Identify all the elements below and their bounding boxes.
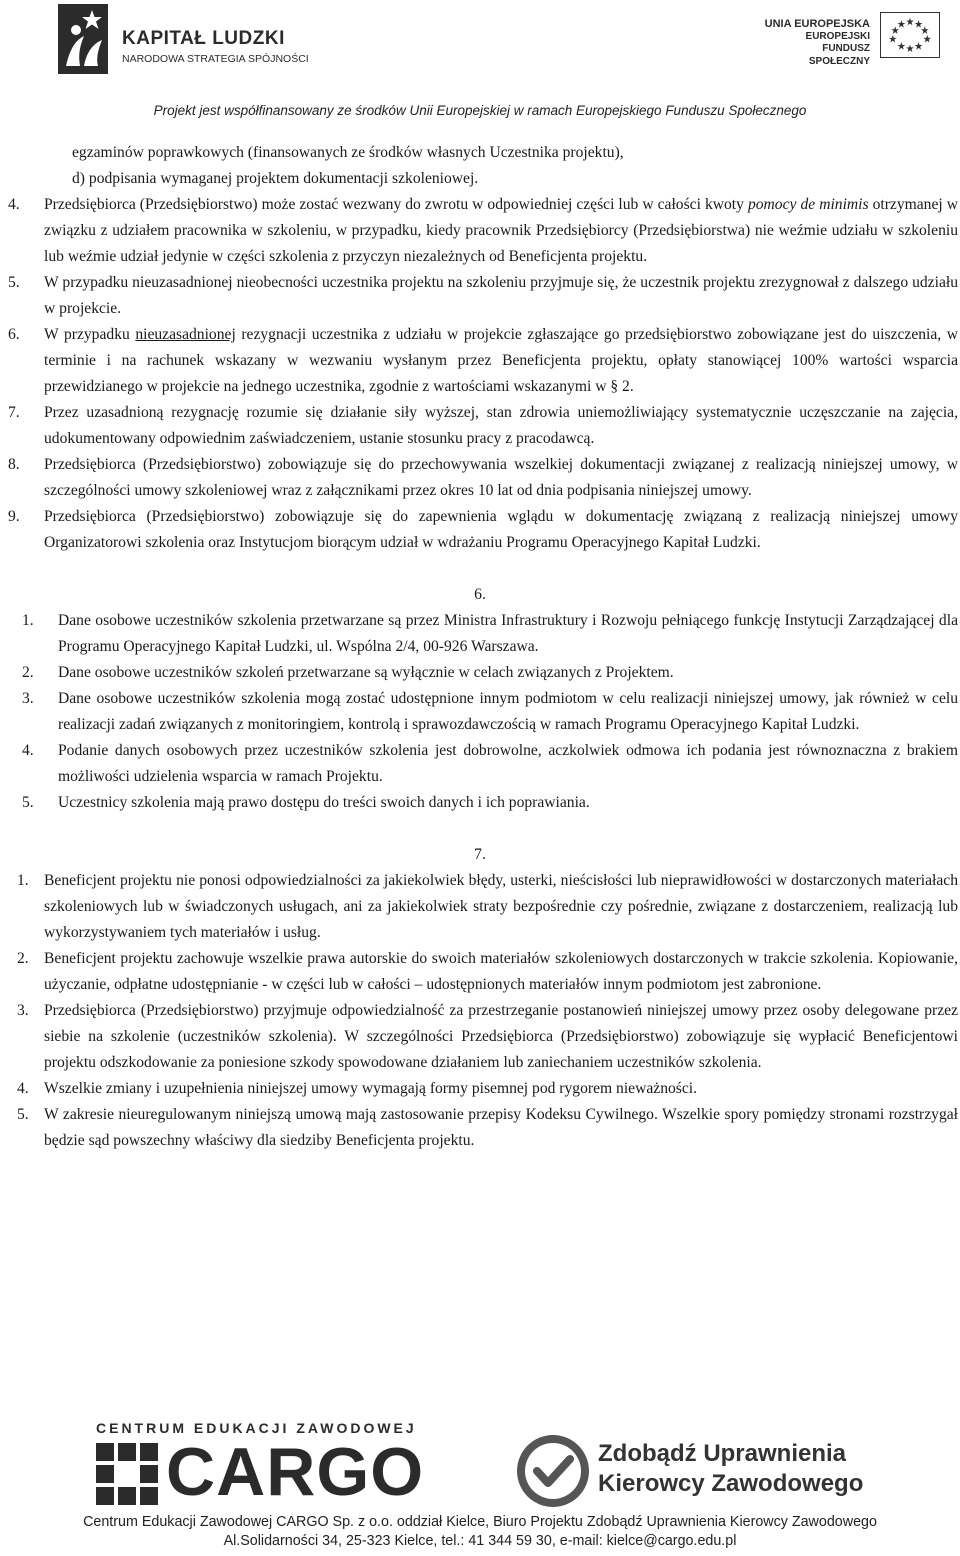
eu-logo-text — [760, 18, 870, 68]
clause-5 — [8, 270, 958, 322]
kapital-ludzki-subtitle: NARODOWA STRATEGIA SPÓJNOŚCI — [122, 53, 309, 65]
item-text — [44, 192, 958, 270]
list-item — [22, 686, 958, 738]
list-item — [22, 790, 958, 816]
item-text: egzaminów poprawkowych (finansowanych ze środków własnych Uczestnika projektu), — [72, 144, 624, 161]
item-number: 8. — [8, 456, 20, 473]
item-number: 4. — [22, 742, 34, 759]
item-text: Dane osobowe uczestników szkolenia mogą zostać udostępnione innym podmiotom w celu realizacji niniejszej umowy, jak również w celu realizacji zadań związanych z monitoringiem, kontrolą i sprawozdawczością w ramach Programu Operacyjnego Kapitał Ludzki. — [58, 690, 958, 733]
underlined-term: nieuzasadnionej — [135, 326, 236, 343]
footer-address-line-2: Al.Solidarności 34, 25-323 Kielce, tel.: 41 344 59 30, e-mail: kielce@cargo.edu.pl — [223, 1533, 737, 1549]
cofunding-statement: Projekt jest współfinansowany ze środków Unii Europejskiej w ramach Europejskiego Funduszu Społecznego — [153, 103, 807, 118]
page-footer — [0, 1405, 960, 1556]
item-text: W przypadku nieuzasadnionej nieobecności uczestnika projektu na szkoleniu przyjmuje się, że uczestnik projektu zrezygnował z dalszego udziału w projekcie. — [44, 274, 958, 317]
item-number: d) — [72, 170, 85, 187]
section-heading-6: 6. — [474, 586, 486, 603]
list-item — [72, 166, 900, 192]
item-text: Dane osobowe uczestników szkolenia przetwarzane są przez Ministra Infrastruktury i Rozwoju pełniącego funkcję Instytucji Zarządzającej dla Programu Operacyjnego Kapitał Ludzki, ul. Wspólna 2/4, 00-926 Warszawa. — [58, 612, 958, 655]
item-text: Przez uzasadnioną rezygnację rozumie się działanie siły wyższej, stan zdrowia uniemożliwiający systematycznie uczęszczanie na zajęcia, udokumentowany odpowiednim zaświadczeniem, ustanie stosunku pracy z pracodawcą. — [44, 404, 958, 447]
clause-4 — [8, 192, 959, 270]
text-segment: Przedsiębiorca (Przedsiębiorstwo) może zostać wezwany do zwrotu w odpowiedniej części lub w całości kwoty — [44, 196, 748, 213]
item-number: 5. — [22, 794, 34, 811]
clause-7 — [8, 400, 958, 452]
list-item — [17, 1076, 958, 1102]
list-item — [17, 868, 958, 946]
cargo-wordmark: CARGO — [166, 1434, 425, 1510]
eu-logo — [760, 12, 950, 80]
item-text: podpisania wymaganej projektem dokumentacji szkoleniowej. — [88, 170, 479, 187]
clause-8 — [8, 452, 958, 504]
item-text: Podanie danych osobowych przez uczestników szkolenia jest dobrowolne, aczkolwiek odmowa ich podania jest równoznaczna z brakiem możliwości udzielenia wsparcia w ramach Projektu. — [58, 742, 958, 785]
project-badge-icon — [515, 1433, 591, 1509]
clause-9 — [8, 504, 958, 556]
cargo-grid-logo-icon — [96, 1443, 158, 1505]
item-number: 2. — [17, 950, 29, 967]
cargo-brand-title: CENTRUM EDUKACJI ZAWODOWEJ — [96, 1420, 417, 1436]
eu-line-3: FUNDUSZ SPOŁECZNY — [808, 43, 870, 67]
item-text: Uczestnicy szkolenia mają prawo dostępu do treści swoich danych i ich poprawiania. — [58, 794, 590, 811]
text-segment: rezygnacji uczestnika z udziału w projekcie zgłaszające go przedsiębiorstwo zobowiązane jest do uiszczenia, w terminie i na rachunek wskazany w wezwaniu wysłanym przez Beneficjenta projektu, opłaty stanowiącej 100% wartości wsparcia przewidzianego w projekcie na jednego uczestnika, zgodnie z wartościami wskazanymi w § 2. — [44, 326, 958, 395]
item-number: 9. — [8, 508, 20, 525]
list-item — [22, 660, 958, 686]
item-text — [44, 322, 958, 400]
item-number: 5. — [8, 274, 20, 291]
italic-term: pomocy de minimis — [747, 196, 869, 213]
item-number: 3. — [17, 1002, 29, 1019]
project-slogan — [598, 1439, 863, 1499]
text-segment: otrzymanej w związku z udziałem pracownika w szkoleniu, w przypadku, kiedy pracownik Przedsiębiorcy (Przedsiębiorstwa) nie weźmie udziału w szkoleniu lub weźmie udział jedynie w części szkolenia z przyczyn niezależnych od Beneficjenta projektu. — [44, 196, 959, 265]
list-item — [72, 140, 900, 166]
item-text: Przedsiębiorca (Przedsiębiorstwo) zobowiązuje się do zapewnienia wglądu w dokumentację związaną z realizacją niniejszej umowy Organizatorowi szkolenia oraz Instytucjom biorącym udział w wdrażaniu Programu Operacyjnego Kapitał Ludzki. — [44, 508, 958, 551]
kapital-ludzki-title: KAPITAŁ LUDZKI — [122, 28, 285, 49]
item-number: 2. — [22, 664, 34, 681]
item-text: Beneficjent projektu zachowuje wszelkie prawa autorskie do swoich materiałów szkoleniowych dostarczonych w trakcie szkolenia. Kopiowanie, użyczanie, odpłatne udostępnianie - w części lub w całości – udostępnionych materiałów innym podmiotom jest zabronione. — [44, 950, 958, 993]
slogan-line-1: Zdobądź Uprawnienia — [598, 1440, 847, 1467]
eu-flag-icon — [880, 12, 940, 58]
eu-line-1: UNIA EUROPEJSKA — [764, 18, 870, 30]
eu-line-2: EUROPEJSKI — [805, 30, 870, 42]
item-number: 4. — [8, 196, 20, 213]
list-item — [17, 946, 958, 998]
item-number: 1. — [17, 872, 29, 889]
list-item — [22, 738, 958, 790]
item-text: Przedsiębiorca (Przedsiębiorstwo) przyjmuje odpowiedzialność za przestrzeganie postanowień niniejszej umowy przez osoby delegowane przez siebie na szkolenie (uczestników szkolenia). W szczególności Przedsiębiorca (Przedsiębiorstwo) zobowiązuje się wypłacić Beneficjentowi projektu odszkodowanie za poniesione szkody spowodowane działaniem lub zaniechaniem uczestników szkolenia. — [44, 1002, 958, 1071]
footer-address-line-1: Centrum Edukacji Zawodowej CARGO Sp. z o.o. oddział Kielce, Biuro Projektu Zdobądź Uprawnienia Kierowcy Zawodowego — [83, 1514, 877, 1530]
item-text: Beneficjent projektu nie ponosi odpowiedzialności za jakiekolwiek błędy, usterki, nieścisłości lub nieprawidłowości w dostarczonych materiałach szkoleniowych lub w świadczonych usługach, ani za jakiekolwiek straty bezpośrednie czy pośrednie, związane z dostarczeniem, realizacją lub wykorzystywaniem tych materiałów i usług. — [44, 872, 958, 941]
item-text: Dane osobowe uczestników szkoleń przetwarzane są wyłącznie w celach związanych z Projektem. — [58, 664, 674, 681]
list-item — [17, 1102, 958, 1154]
item-number: 1. — [22, 612, 34, 629]
kapital-ludzki-logo — [58, 4, 309, 78]
item-number: 7. — [8, 404, 20, 421]
kapital-ludzki-emblem-icon — [58, 4, 108, 74]
text-segment: W przypadku — [44, 326, 136, 343]
item-text: W zakresie nieuregulowanym niniejszą umową mają zastosowanie przepisy Kodeksu Cywilnego. Wszelkie spory pomiędzy stronami rozstrzygał będzie sąd powszechny właściwy dla siedziby Beneficjenta projektu. — [44, 1106, 958, 1149]
item-text: Przedsiębiorca (Przedsiębiorstwo) zobowiązuje się do przechowywania wszelkiej dokumentacji związanej z realizacją niniejszej umowy, w szczególności umowy szkoleniowej wraz z załącznikami przez okres 10 lat od dnia podpisania niniejszej umowy. — [44, 456, 958, 499]
slogan-line-2: Kierowcy Zawodowego — [598, 1470, 864, 1497]
page-header — [0, 0, 960, 130]
clause-6 — [8, 322, 958, 400]
item-number: 5. — [17, 1106, 29, 1123]
item-text: Wszelkie zmiany i uzupełnienia niniejszej umowy wymagają formy pisemnej pod rygorem nieważności. — [44, 1080, 698, 1097]
list-item — [17, 998, 958, 1076]
item-number: 3. — [22, 690, 34, 707]
document-body — [0, 140, 960, 1154]
list-item — [22, 608, 958, 660]
section-heading-7: 7. — [474, 846, 486, 863]
item-number: 6. — [8, 326, 20, 343]
item-number: 4. — [17, 1080, 29, 1097]
